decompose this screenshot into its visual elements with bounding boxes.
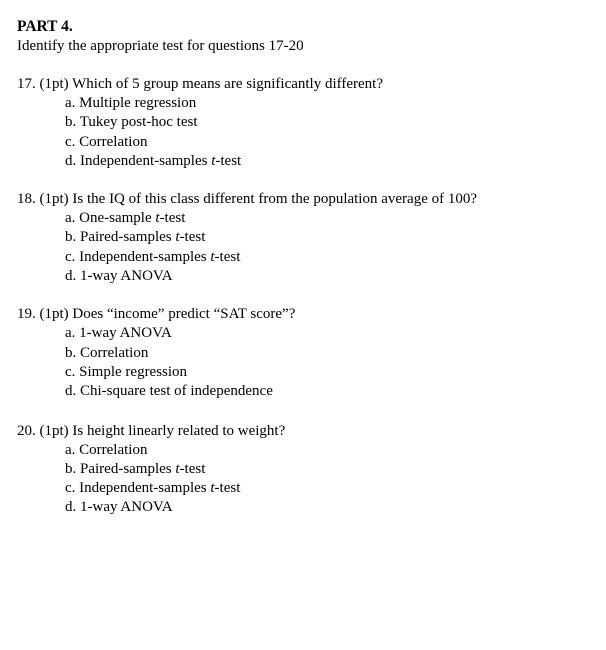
answer-option-c — [65, 479, 597, 498]
part-instructions: Identify the appropriate test for questions 17-20 — [17, 38, 304, 54]
question-17 — [17, 74, 597, 171]
answer-option-a — [65, 441, 597, 460]
answer-options — [17, 324, 597, 401]
answer-options — [17, 94, 597, 171]
answer-options — [17, 209, 597, 286]
option-text: b. Paired-samples — [65, 460, 176, 477]
answer-option-d — [65, 498, 597, 517]
question-stem: 20. (1pt) Is height linearly related to weight? — [17, 422, 286, 439]
answer-option-a — [65, 94, 597, 113]
option-text: c. Correlation — [65, 133, 148, 150]
answer-option-c — [65, 363, 597, 382]
answer-option-b — [65, 113, 597, 132]
option-text: b. Paired-samples — [65, 229, 176, 246]
option-text: d. 1-way ANOVA — [65, 268, 173, 285]
option-text: d. 1-way ANOVA — [65, 499, 173, 516]
option-suffix: -test — [179, 460, 206, 477]
option-italic: t — [175, 460, 180, 477]
answer-option-a — [65, 324, 597, 343]
answer-option-d — [65, 152, 597, 171]
option-italic: t — [210, 480, 215, 497]
option-suffix: -test — [214, 248, 241, 265]
option-text: d. Chi-square test of independence — [65, 383, 273, 400]
question-stem: 17. (1pt) Which of 5 group means are significantly different? — [17, 76, 383, 92]
answer-options — [17, 441, 597, 518]
question-stem: 19. (1pt) Does “income” predict “SAT score”? — [17, 306, 296, 323]
answer-option-a — [65, 209, 597, 228]
option-text: a. Correlation — [65, 441, 148, 458]
answer-option-d — [65, 267, 597, 286]
option-italic: t — [175, 229, 180, 246]
answer-option-c — [65, 248, 597, 267]
option-text: a. 1-way ANOVA — [65, 325, 172, 342]
option-text: a. Multiple regression — [65, 95, 197, 111]
question-20 — [17, 421, 597, 518]
option-text: b. Correlation — [65, 344, 149, 361]
answer-option-b — [65, 344, 597, 363]
answer-option-c — [65, 133, 597, 152]
document-page — [17, 17, 597, 518]
option-suffix: -test — [159, 210, 186, 227]
option-text: c. Independent-samples — [65, 248, 211, 265]
question-19 — [17, 304, 597, 401]
option-text: c. Independent-samples — [65, 480, 211, 497]
option-suffix: -test — [214, 480, 241, 497]
option-text: b. Tukey post-hoc test — [65, 114, 198, 131]
answer-option-b — [65, 460, 597, 479]
answer-option-d — [65, 382, 597, 401]
option-text: a. One-sample — [65, 210, 156, 227]
option-italic: t — [210, 248, 215, 265]
option-text: c. Simple regression — [65, 363, 188, 380]
answer-option-b — [65, 228, 597, 247]
question-stem: 18. (1pt) Is the IQ of this class different from the population average of 100? — [17, 191, 478, 208]
option-suffix: -test — [179, 229, 206, 246]
part-title: PART 4. — [17, 18, 73, 35]
question-18 — [17, 189, 597, 286]
option-suffix: -test — [215, 152, 242, 169]
option-italic: t — [211, 152, 216, 169]
option-italic: t — [155, 210, 160, 227]
option-text: d. Independent-samples — [65, 152, 212, 169]
